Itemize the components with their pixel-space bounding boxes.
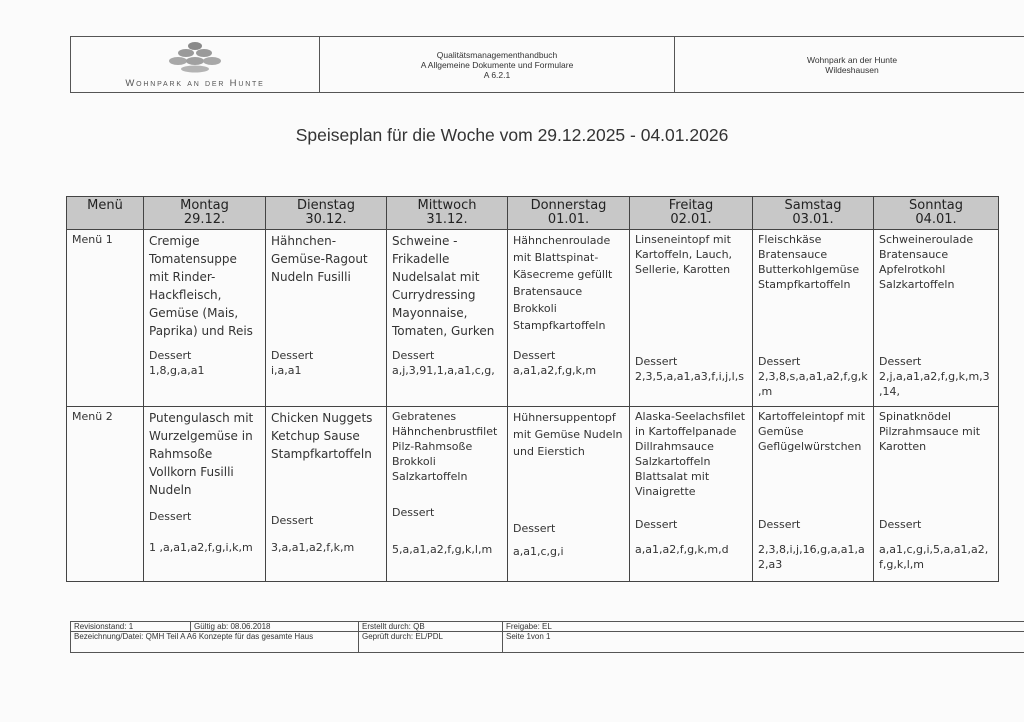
- dish-text: Alaska-Seelachsfilet in Kartoffelpanade Dillrahmsauce Salzkartoffeln Blattsalat mit Vinaigrette: [635, 410, 746, 498]
- allergen-codes: 1 ,a,a1,a2,f,g,i,k,m: [149, 541, 253, 554]
- dish-text: Linseneintopf mit Kartoffeln, Lauch, Sellerie, Karotten: [635, 233, 733, 276]
- day-date: 31.12.: [426, 212, 468, 227]
- menu-cell: [387, 407, 508, 582]
- menu-cell: [387, 230, 508, 407]
- valid-from: Gültig ab: 08.06.2018: [191, 622, 359, 632]
- menu-cell: [753, 230, 874, 407]
- dessert-label: Dessert: [392, 506, 435, 519]
- allergen-codes: a,a1,c,g,i: [513, 545, 564, 558]
- day-header: [874, 197, 999, 230]
- day-name: Sonntag: [909, 198, 963, 213]
- day-name: Montag: [180, 198, 229, 213]
- menu-table: [66, 196, 999, 582]
- dessert-label: Dessert: [392, 349, 435, 362]
- dessert-label: Dessert: [879, 355, 922, 368]
- menu-cell: [266, 230, 387, 407]
- allergen-codes: a,a1,c,g,i,5,a,a1,a2, f,g,k,l,m: [879, 543, 989, 571]
- handbook-info: [320, 37, 675, 92]
- menu-cell: [630, 407, 753, 582]
- revision-status: Revisionstand: 1: [71, 622, 191, 632]
- dessert-label: Dessert: [271, 349, 314, 362]
- allergen-codes: i,a,a1: [271, 364, 302, 377]
- day-date: 03.01.: [792, 212, 834, 227]
- allergen-codes: 2,3,8,s,a,a1,a2,f,g,k ,m: [758, 370, 868, 398]
- allergen-codes: 1,8,g,a,a1: [149, 364, 205, 377]
- dish-text: Gebratenes Hähnchenbrustfilet Pilz-Rahmsoße Brokkoli Salzkartoffeln: [392, 410, 498, 483]
- file-designation: Bezeichnung/Datei: QMH Teil A A6 Konzepte für das gesamte Haus: [71, 632, 359, 653]
- allergen-codes: 5,a,a1,a2,f,g,k,l,m: [392, 543, 493, 556]
- dessert-label: Dessert: [758, 355, 801, 368]
- handbook-line-2: A Allgemeine Dokumente und Formulare: [420, 59, 574, 70]
- day-header: [753, 197, 874, 230]
- dish-text: Kartoffeleintopf mit Gemüse Geflügelwürstchen: [758, 410, 866, 453]
- organization-info: [675, 37, 1024, 92]
- menu-cell: [508, 407, 630, 582]
- dessert-label: Dessert: [149, 349, 192, 362]
- day-name: Donnerstag: [530, 198, 607, 213]
- logo-text: Wohnpark an der Hunte: [125, 78, 265, 89]
- wohnpark-logo-icon: [166, 40, 224, 74]
- dish-text: Hähnchenroulade mit Blattspinat-Käsecreme gefüllt Bratensauce Brokkoli Stampfkartoffeln: [513, 234, 613, 332]
- page-number: Seite 1von 1: [503, 632, 1024, 653]
- checked-by: Geprüft durch: EL/PDL: [359, 632, 503, 653]
- dish-text: Fleischkäse Bratensauce Butterkohlgemüse Stampfkartoffeln: [758, 233, 860, 291]
- day-name: Freitag: [668, 198, 714, 213]
- day-header: [144, 197, 266, 230]
- allergen-codes: a,a1,a2,f,g,k,m,d: [635, 543, 729, 556]
- menu-column-header: Menü: [67, 197, 144, 230]
- menu-cell: [630, 230, 753, 407]
- day-header: [266, 197, 387, 230]
- dish-text: Chicken Nuggets Ketchup Sause Stampfkartoffeln: [271, 411, 373, 461]
- handbook-line-3: A 6.2.1: [483, 69, 511, 80]
- document-footer: [70, 621, 1024, 653]
- dessert-label: Dessert: [513, 349, 556, 362]
- allergen-codes: 2,3,8,i,j,16,g,a,a1,a 2,a3: [758, 543, 865, 571]
- dish-text: Hühnersuppentopf mit Gemüse Nudeln und Eierstich: [513, 411, 623, 458]
- dish-text: Putengulasch mit Wurzelgemüse in Rahmsoße Vollkorn Fusilli Nudeln: [149, 411, 254, 497]
- dish-text: Cremige Tomatensuppe mit Rinder-Hackfleisch, Gemüse (Mais, Paprika) und Reis: [149, 234, 253, 338]
- menu-cell: [874, 230, 999, 407]
- page-title: Speiseplan für die Woche vom 29.12.2025 - 04.01.2026: [295, 125, 729, 145]
- org-line-1: Wohnpark an der Hunte: [806, 54, 898, 65]
- dessert-label: Dessert: [149, 510, 192, 523]
- header-row: [67, 197, 999, 230]
- allergen-codes: 2,3,5,a,a1,a3,f,i,j,l,s: [635, 370, 744, 383]
- org-line-2: Wildeshausen: [825, 64, 879, 75]
- day-date: 30.12.: [305, 212, 347, 227]
- document-header: [70, 36, 1024, 93]
- dish-text: Hähnchen-Gemüse-Ragout Nudeln Fusilli: [271, 234, 368, 284]
- day-date: 29.12.: [183, 212, 226, 227]
- day-name: Samstag: [784, 198, 842, 213]
- dish-text: Spinatknödel Pilzrahmsauce mit Karotten: [879, 410, 981, 453]
- footer-row-1: [71, 622, 1024, 632]
- menu-cell: [753, 407, 874, 582]
- dessert-label: Dessert: [635, 355, 678, 368]
- day-date: 04.01.: [915, 212, 957, 227]
- allergen-codes: 3,a,a1,a2,f,k,m: [271, 541, 355, 554]
- dessert-label: Dessert: [758, 518, 801, 531]
- dessert-label: Dessert: [635, 518, 678, 531]
- day-header: [630, 197, 753, 230]
- day-name: Dienstag: [297, 198, 355, 213]
- logo-cell: [71, 37, 320, 92]
- menu-cell: [144, 230, 266, 407]
- menu-cell: [508, 230, 630, 407]
- day-header: [508, 197, 630, 230]
- menu-cell: [874, 407, 999, 582]
- menu-row: [67, 230, 999, 407]
- allergen-codes: a,j,3,91,1,a,a1,c,g,: [392, 364, 495, 377]
- day-header: [387, 197, 508, 230]
- menu-cell: [144, 407, 266, 582]
- day-name: Mittwoch: [417, 198, 477, 213]
- handbook-line-1: Qualitätsmanagementhandbuch: [436, 49, 558, 60]
- dish-text: Schweineroulade Bratensauce Apfelrotkohl Salzkartoffeln: [879, 233, 974, 291]
- day-date: 02.01.: [670, 212, 712, 227]
- dessert-label: Dessert: [513, 522, 556, 535]
- dessert-label: Dessert: [879, 518, 922, 531]
- menu-label: Menü 2: [67, 407, 144, 582]
- allergen-codes: a,a1,a2,f,g,k,m: [513, 364, 597, 377]
- footer-row-2: [71, 632, 1024, 653]
- allergen-codes: 2,j,a,a1,a2,f,g,k,m,3 ,14,: [879, 370, 990, 398]
- menu-cell: [266, 407, 387, 582]
- menu-label: Menü 1: [67, 230, 144, 407]
- day-date: 01.01.: [547, 212, 590, 227]
- release: Freigabe: EL: [503, 622, 1024, 632]
- created-by: Erstellt durch: QB: [359, 622, 503, 632]
- dessert-label: Dessert: [271, 514, 314, 527]
- menu-row: [67, 407, 999, 582]
- dish-text: Schweine - Frikadelle Nudelsalat mit Currydressing Mayonnaise, Tomaten, Gurken: [392, 234, 495, 338]
